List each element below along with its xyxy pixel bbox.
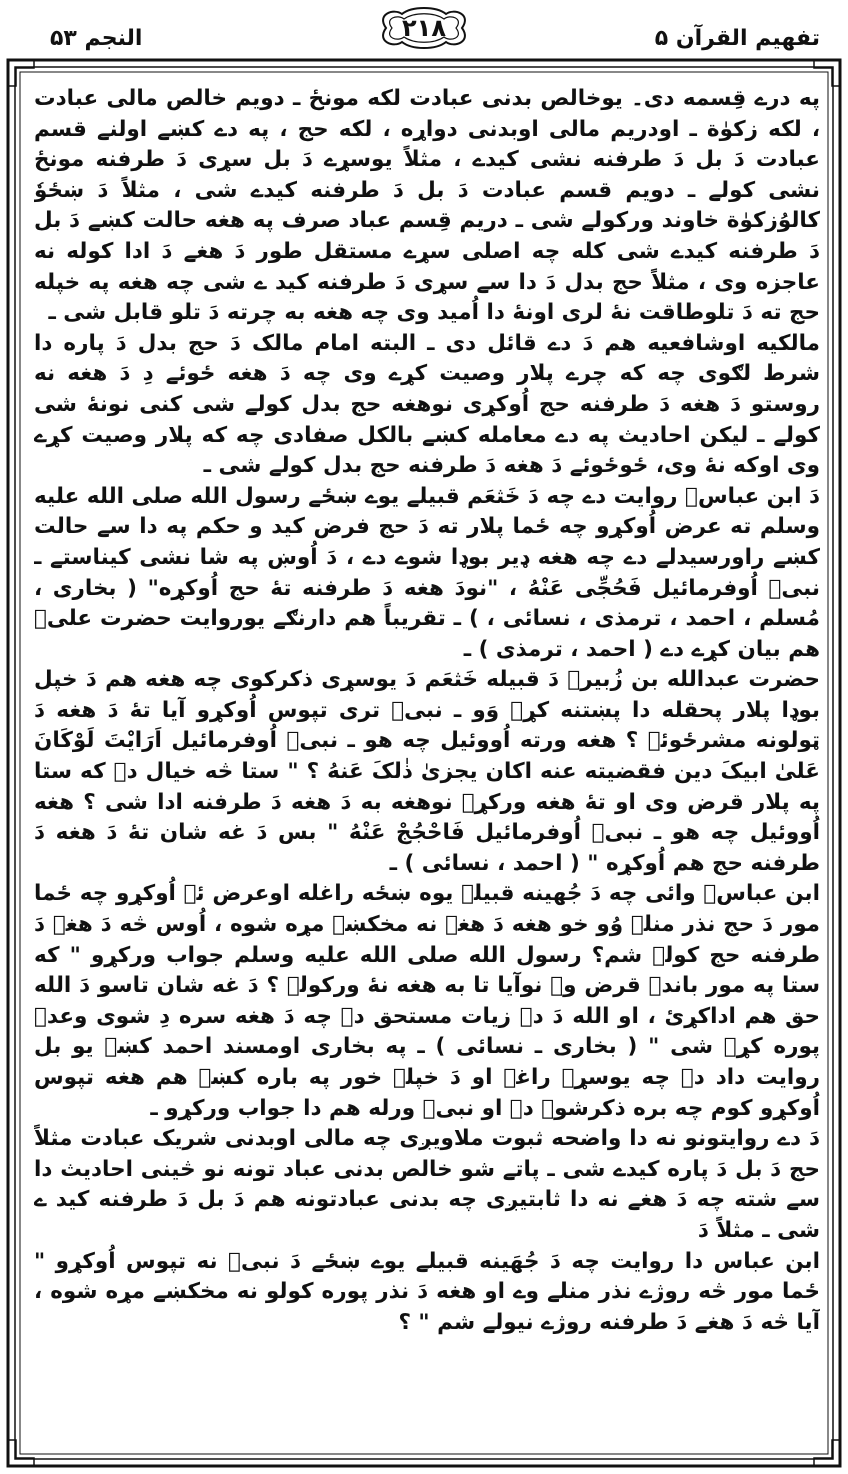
page-number-ornament	[372, 6, 476, 50]
paragraph: ابن عباسؓ وائی چه دَ جُهینه قبیلے یوه ښځه راغله اوعرض ئے اُوکړو چه ځما مور دَ حج نذر منلے وُو خو هغه دَ هغے نه مخکښے مړه شوه ، اُوس څه دَ هغے دَ طرفنه حج کولے شم؟ رسول الله صلی الله علیه وسلم جواب ورکړو " که ستا په مور باندے قرض وے نوآیا تا به هغه نهٔ ورکولے ؟ دَ غه شان تاسو دَ الله حق هم اداکړئ ، او الله دَ دے زیات مستحق دے چه دَ هغه سره دِ شوی وعدے پوره کړے شی " ( بخاری ـ نسائی ) ـ په بخاری اومسند احمد کښے یو بل روایت داد دے چه یوسړے راغے او دَ خپلے خور په باره کښے هم هغه تپوس اُوکړو کوم چه بره ذکرشوے دے او نبیؐ ورله هم دا جواب ورکړو ـ	[34, 881, 820, 1121]
surah-title: النجم ۵۳	[50, 26, 143, 51]
paragraph: مالکیه اوشافعیه هم دَ دے قائل دی ـ البته امام مالک دَ حج بدل دَ پاره دا شرط لګوی چه که چرے پلار وصیت کړے وی چه دَ هغه ځوئے دِ دَ هغه نه روستو دَ هغه دَ طرفنه حج اُوکړی نوهغه حج بدل کولے شی کنی نونهٔ شی کولے ـ لیکن احادیث په دے معامله کښے بالکل صفادی چه که پلار وصیت کړے وی اوکه نهٔ وی، ځوځوئے دَ هغه دَ طرفنه حج بدل کولے شی ـ	[34, 330, 820, 479]
page-number: ۲۱۸	[402, 14, 446, 42]
paragraph: دَ ابن عباسؓ روایت دے چه دَ خَثعَم قبیلے یوے ښځے رسول الله صلی الله علیه وسلم ته عرض اُوکړو چه ځما پلار ته دَ حج فرض کید و حکم په دا سے حالت کښے راورسیدلے دے چه هغه ډیر بوډا شوے دے ، دَ اُوښ په شا نشی کیناستے ـ نبیؐ اُوفرمائیل فَحُجِّی عَنْهُ ، "نودَ هغه دَ طرفنه تهٔ حج اُوکړه" ( بخاری ، مُسلم ، احمد ، ترمذی ، نسائی ، ) ـ تقریباً هم دارنګے یوروایت حضرت علیؓ هم بیان کړے دے ( احمد ، ترمذی ) ـ	[34, 483, 820, 662]
page-header	[0, 0, 848, 60]
tafsir-body	[34, 84, 820, 1464]
book-title: تفهیم القرآن ۵	[654, 26, 820, 51]
paragraph: ابن عباس دا روایت چه دَ جُهَینه قبیلے یوے ښځے دَ نبیؐ نه تپوس اُوکړو " ځما مور څه روژے نذر منلے وے او هغه دَ نذر پوره کولو نه مخکښے مړه شوه ، آیا څه دَ هغے دَ طرفنه روژے نیولے شم " ؟	[34, 1248, 820, 1335]
paragraph: دَ دے روایتونو نه دا واضحه ثبوت ملاویږی چه مالی اوبدنی شریک عبادت مثلاً حج دَ بل دَ پاره کیدے شی ـ پاتے شو خالص بدنی عباد تونه نو څینی احادیث دا سے شته چه دَ هغے نه دا ثابتیږی چه بدنی عبادتونه هم دَ بل دَ طرفنه کید ے شی ـ مثلاً دَ	[34, 1126, 820, 1243]
paragraph: حضرت عبدالله بن زُبیرؓ دَ قبیله خَثعَم دَ یوسړی ذکرکوی چه هغه هم دَ خپل بوډا پلار پحقله دا پښتنه کړے وَو ـ نبیؐ تری تپوس اُوکړو آیا تهٔ دَ هغه دَ ټولونه مشرځوئے ؟ هغه ورته اُووئیل چه هو ـ نبیؐ اُوفرمائیل اَرَایْتَ لَوْکَانَ عَلیٰ ابیکَ دین فقضیته عنه اکان یجزیٰ ذٰلکَ عَنهُ ؟ " ستا څه خیال دے که ستا په پلار قرض وی او تهٔ هغه ورکړے نوهغه به دَ هغه دَ طرفنه ادا شی ؟ هغه اُووئیل چه هو ـ نبیؐ اُوفرمائیل فَاحْجُجْ عَنْهُ " بس دَ غه شان تهٔ دَ هغه دَ طرفنه حج هم اُوکړه " ( احمد ، نسائی ) ـ	[34, 667, 820, 876]
paragraph: په درے قِسمه دی۔ یوخالص بدنی عبادت لکه مونځ ـ دویم خالص مالی عبادت ، لکه زکوٰة ـ اودریم مالی اوبدنی دواړه ، لکه حج ، په دے کښے اولنے قسم عبادت دَ بل دَ طرفنه نشی کیدے ، مثلاً یوسړے دَ بل سړی دَ طرفنه مونځ نشی کولے ـ دویم قسم عبادت دَ بل دَ طرفنه کیدے شی ، مثلاً دَ ښځوٗ کالوُزکوٰة خاوند ورکولے شی ـ دریم قِسم عباد صرف په هغه حالت کښے دَ بل دَ طرفنه کیدے شی کله چه اصلی سړے مستقل طور دَ هغے دَ ادا کوله نه عاجزه وی ، مثلاً حج بدل دَ دا سے سړی دَ طرفنه کید ے شی چه هغه په خپله حج ته دَ تلوطاقت نهٔ لری اونهٔ دا اُمید وی چه هغه به چرته دَ تلو قابل شی ـ	[34, 86, 820, 326]
